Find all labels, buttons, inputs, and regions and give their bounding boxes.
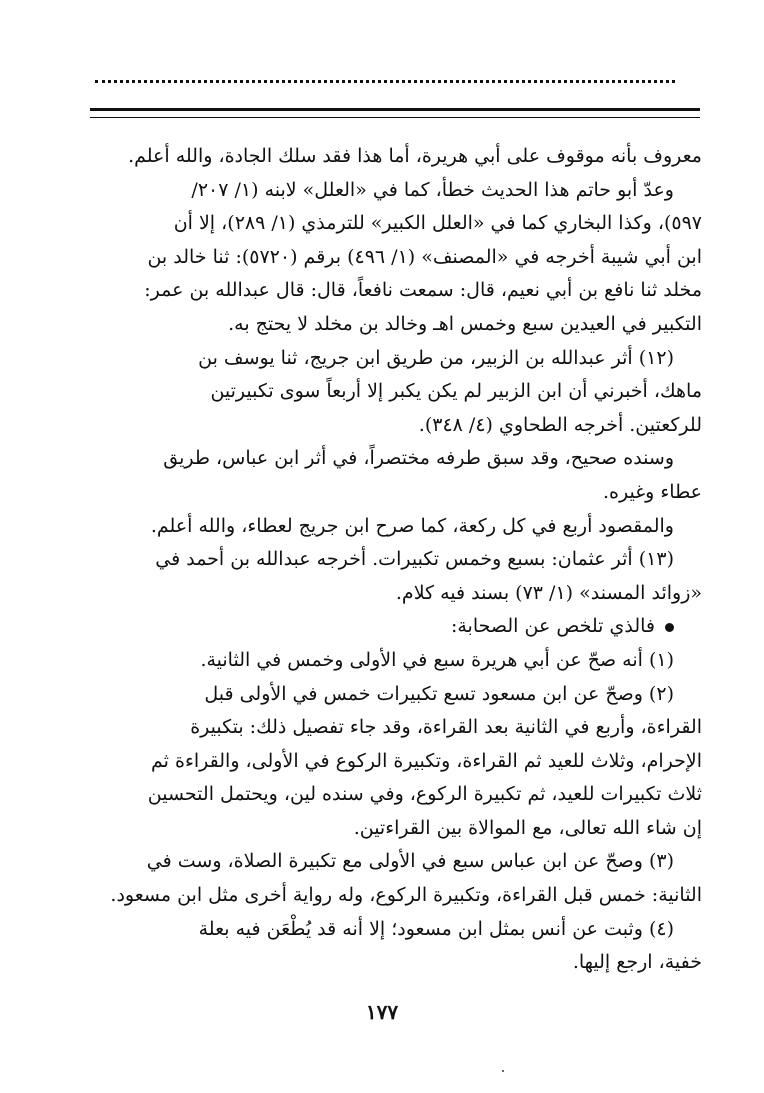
text-line: خفية، ارجع إليها. — [572, 951, 702, 974]
text-line: (١٢) أثر عبدالله بن الزبير، من طريق ابن جريج، ثنا يوسف بن — [198, 346, 674, 369]
text-line: الثانية: خمس قبل القراءة، وتكبيرة الركوع، وله رواية أخرى مثل ابن مسعود. — [110, 884, 702, 907]
text-line: معروف بأنه موقوف على أبي هريرة، أما هذا فقد سلك الجادة، والله أعلم. — [128, 145, 702, 167]
text-line: مخلد ثنا نافع بن أبي نعيم، قال: سمعت نافعاً، قال: قال عبدالله بن عمر: — [144, 279, 702, 302]
text-line: عطاء وغيره. — [602, 480, 702, 503]
text-line: الإحرام، وثلاث للعيد ثم القراءة، وتكبيرة الركوع في الأولى، والقراءة ثم — [151, 749, 702, 772]
header-thick-rule — [90, 108, 700, 111]
text-line: القراءة، وأربع في الثانية بعد القراءة، وقد جاء تفصيل ذلك: بتكبيرة — [190, 716, 702, 739]
text-line: والمقصود أربع في كل ركعة، كما صرح ابن جريج لعطاء، والله أعلم. — [150, 514, 674, 537]
body-text — [86, 140, 702, 980]
text-line: «زوائد المسند» (١/ ٧٣) بسند فيه كلام. — [395, 581, 702, 604]
text-line: (٢) وصحّ عن ابن مسعود تسع تكبيرات خمس في الأولى قبل — [204, 682, 674, 705]
text-line: (١) أنه صحّ عن أبي هريرة سبع في الأولى وخمس في الثانية. — [200, 648, 674, 671]
scan-speck — [502, 1070, 504, 1072]
text-line: ٥٩٧)، وكذا البخاري كما في «العلل الكبير» للترمذي (١/ ٢٨٩)، إلا أن — [173, 212, 702, 235]
text-line: للركعتين. أخرجه الطحاوي (٤/ ٣٤٨). — [418, 413, 702, 436]
bullet-text: فالذي تلخص عن الصحابة: — [450, 615, 655, 638]
text-line: وعدّ أبو حاتم هذا الحديث خطأ، كما في «العلل» لابنه (١/ ٢٠٧/ — [191, 178, 674, 201]
page-number: ١٧٧ — [365, 1000, 399, 1024]
text-line: (٤) وثبت عن أنس بمثل ابن مسعود؛ إلا أنه قد يُطْعَن فيه بعلة — [198, 917, 674, 940]
header-thin-rule — [90, 117, 700, 118]
header-dotted-rule — [95, 80, 675, 83]
text-line: (١٣) أثر عثمان: بسبع وخمس تكبيرات. أخرجه عبدالله بن أحمد في — [155, 548, 674, 571]
text-line: ماهك، أخبرني أن ابن الزبير لم يكن يكبر إلا أربعاً سوى تكبيرتين — [210, 380, 702, 403]
text-line: (٣) وصحّ عن ابن عباس سبع في الأولى مع تكبيرة الصلاة، وست في — [146, 850, 674, 873]
text-line: التكبير في العيدين سبع وخمس اهـ وخالد بن مخلد لا يحتج به. — [228, 312, 702, 335]
text-line: وسنده صحيح، وقد سبق طرفه مختصراً، في أثر ابن عباس، طريق — [163, 447, 674, 470]
bullet-icon — [665, 623, 674, 632]
text-line: إن شاء الله تعالى، مع الموالاة بين القراءتين. — [353, 816, 702, 839]
text-line: ابن أبي شيبة أخرجه في «المصنف» (١/ ٤٩٦) برقم (٥٧٢٠): ثنا خالد بن — [147, 245, 702, 268]
text-line: ثلاث تكبيرات للعيد، ثم تكبيرة الركوع، وفي سنده لين، ويحتمل التحسين — [147, 783, 702, 806]
bullet-line — [86, 610, 702, 644]
